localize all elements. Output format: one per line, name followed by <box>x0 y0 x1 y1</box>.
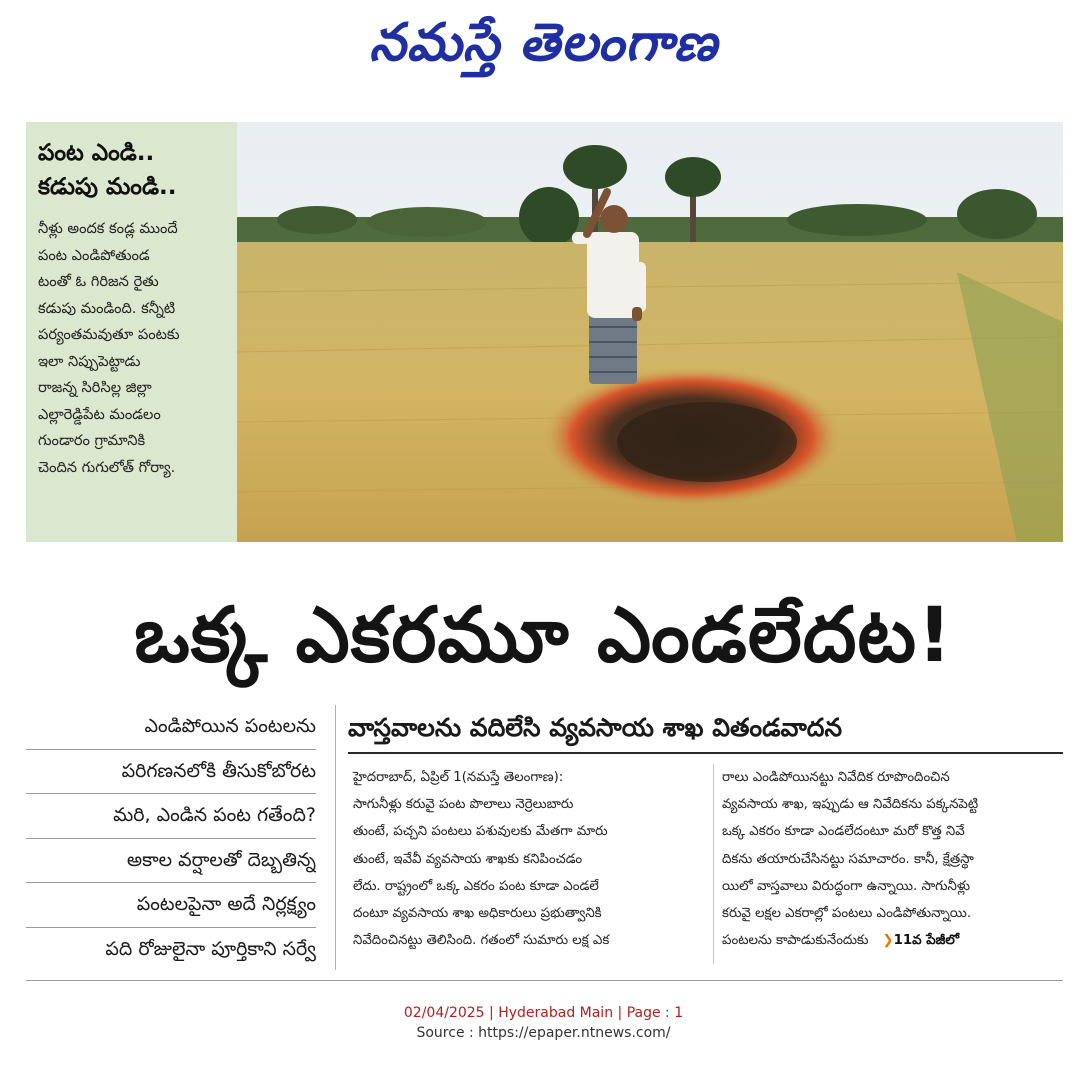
sidebar-highlight: పంటలపైనా అదే నిర్లక్ష్యం <box>26 883 316 928</box>
article-column-1: హైదరాబాద్, ఏప్రిల్ 1(నమస్తే తెలంగాణ): సాగునీళ్లు కరువై పంట పొలాలు నెర్రెలుబారు తుంటే, పచ్చని పంటలు పశువులకు మేతగా మారు తుంటే, ఇవేవీ వ్యవసాయ శాఖకు కనిపించడం లేదు. రాష్ట్రంలో ఒక్క ఎకరం పంట కూడా ఎండలే దంటూ వ్యవసాయ శాఖ అధికారులు ప్రభుత్వానికి నివేదించినట్టు తెలిసింది. గతంలో సుమారు లక్ష ఎక <box>353 770 610 949</box>
footer <box>0 1003 1087 1043</box>
footer-edition-line: 02/04/2025 | Hyderabad Main | Page : 1 <box>403 1005 684 1021</box>
subhead-rule <box>348 752 1063 754</box>
article-column-2 <box>722 764 1065 954</box>
sidebar-highlight: అకాల వర్షాలతో దెబ్బతిన్న <box>26 839 316 884</box>
masthead-title: నమస్తే తెలంగాణ <box>369 13 718 73</box>
footer-source-line[interactable]: Source : https://epaper.ntnews.com/ <box>416 1025 671 1041</box>
photo-caption-body: నీళ్లు అందక కండ్ల ముందే పంట ఎండిపోతుండ టంతో ఓ గిరిజన రైతు కడుపు మండింది. కన్నీటి పర్యంతమవుతూ పంటకు ఇలా నిప్పుపెట్టాడు రాజన్న సిరిసిల్ల జిల్లా ఎల్లారెడ్డిపేట మండలం గుండారం గ్రామానికి చెందిన గుగులోత్ గోర్యా. <box>38 220 180 476</box>
sidebar-highlight: పరిగణనలోకి తీసుకోబోరట <box>26 750 316 795</box>
photo-caption-headline: పంట ఎండి.. కడుపు మండి.. <box>38 140 177 200</box>
article-column-2-text: రాలు ఎండిపోయినట్టు నివేదిక రూపొందించిన వ్యవసాయ శాఖ, ఇప్పుడు ఆ నివేదికను పక్కనపెట్టి ఒక్క ఎకరం కూడా ఎండలేదంటూ మరో కొత్త నివే దికను తయారుచేసినట్టు సమాచారం. కానీ, క్షేత్రస్థా యిలో వాస్తవాలు విరుద్ధంగా ఉన్నాయి. సాగునీళ్లు కరువై లక్షల ఎకరాల్లో పంటలు ఎండిపోతున్నాయి. పంటలను కాపాడుకునేందుకు <box>722 770 979 949</box>
sub-headline: వాస్తవాలను వదిలేసి వ్యవసాయ శాఖ వితండవాదన <box>348 713 842 742</box>
sidebar-divider <box>335 705 336 970</box>
sidebar-highlight: మరి, ఎండిన పంట గతేంది? <box>26 794 316 839</box>
continued-on-page-link[interactable] <box>882 933 959 948</box>
footer-rule <box>26 980 1063 981</box>
main-headline: ఒక్క ఎకరమూ ఎండలేదట! <box>134 590 953 679</box>
column-divider <box>713 764 714 964</box>
chevron-right-icon: ❯ <box>882 933 894 949</box>
continued-on-page-label: 11వ పేజీలో <box>893 933 960 949</box>
farmer-burning-crop-photo <box>237 122 1063 542</box>
photo-caption-box <box>26 122 237 542</box>
sidebar-highlights <box>26 705 316 971</box>
sidebar-highlight: పది రోజులైనా పూర్తికాని సర్వే <box>105 937 316 960</box>
sidebar-highlight: ఎండిపోయిన పంటలను <box>26 705 316 750</box>
